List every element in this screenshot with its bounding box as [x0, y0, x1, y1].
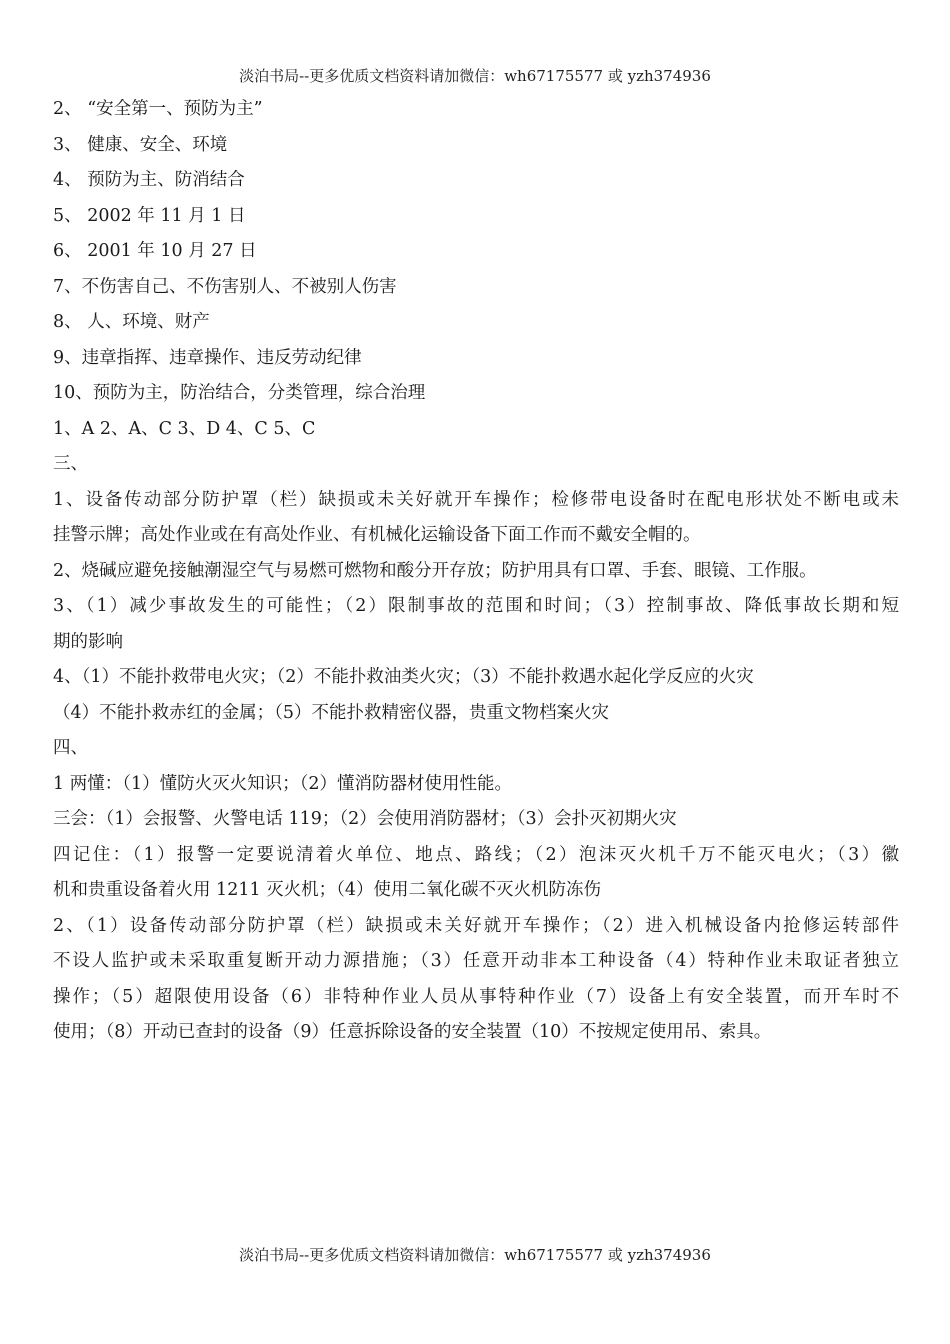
answer-line: 不设人监护或未采取重复断开动力源措施；（3）任意开动非本工种设备（4）特种作业未取证者独立: [53, 951, 899, 971]
page-footer-watermark: 淡泊书局--更多优质文档资料请加微信：wh67175577 或 yzh374936: [239, 1246, 711, 1264]
answer-line: 9、违章指挥、违章操作、违反劳动纪律: [53, 347, 362, 368]
section-heading: 三、: [53, 454, 88, 474]
page-header-watermark: 淡泊书局--更多优质文档资料请加微信：wh67175577 或 yzh374936: [239, 67, 711, 85]
answer-line: 4、 预防为主、防消结合: [53, 170, 245, 190]
answer-line: 5、 2002 年 11 月 1 日: [53, 205, 246, 226]
answer-line: 6、 2001 年 10 月 27 日: [53, 241, 257, 261]
answer-line: 2、（1）设备传动部分防护罩（栏）缺损或未关好就开车操作；（2）进入机械设备内抢修运转部件: [53, 915, 899, 936]
answer-line: 操作；（5）超限使用设备（6）非特种作业人员从事特种作业（7）设备上有安全装置，而开车时不: [53, 986, 899, 1007]
answer-line: 三会：（1）会报警、火警电话 119；（2）会使用消防器材；（3）会扑灭初期火灾: [53, 809, 677, 829]
answer-line: （4）不能扑救赤红的金属；（5）不能扑救精密仪器，贵重文物档案火灾: [53, 702, 610, 723]
answer-line: 3、 健康、安全、环境: [53, 134, 228, 155]
answer-line: 10、预防为主，防治结合，分类管理，综合治理: [53, 383, 426, 403]
answer-line: 期的影响: [53, 631, 123, 652]
document-body: [53, 92, 899, 1051]
answer-line: 8、 人、环境、财产: [53, 312, 210, 332]
answer-line: 7、不伤害自己、不伤害别人、不被别人伤害: [53, 276, 397, 297]
answer-line: 1 两懂：（1）懂防火灭火知识；（2）懂消防器材使用性能。: [53, 773, 512, 794]
answer-line: 挂警示牌；高处作业或在有高处作业、有机械化运输设备下面工作而不戴安全帽的。: [53, 525, 701, 545]
answer-line: 四记住：（1）报警一定要说清着火单位、地点、路线；（2）泡沫灭火机千万不能灭电火；（3）徽: [53, 844, 899, 865]
answer-line: 机和贵重设备着火用 1211 灭火机；（4）使用二氧化碳不灭火机防冻伤: [53, 880, 602, 900]
answer-line: 2、烧碱应避免接触潮湿空气与易燃可燃物和酸分开存放；防护用具有口罩、手套、眼镜、工作服。: [53, 560, 817, 581]
answer-line: 2、 “安全第一、预防为主”: [53, 99, 263, 119]
answer-line: 4、（1）不能扑救带电火灾；（2）不能扑救油类火灾；（3）不能扑救遇水起化学反应的火灾: [53, 667, 754, 687]
section-heading: 四、: [53, 738, 88, 758]
answer-line: 1、设备传动部分防护罩（栏）缺损或未关好就开车操作；检修带电设备时在配电形状处不断电或未: [53, 489, 899, 510]
answer-line: 1、A 2、A、C 3、D 4、C 5、C: [53, 418, 316, 439]
answer-line: 3、（1）减少事故发生的可能性；（2）限制事故的范围和时间；（3）控制事故、降低事故长期和短: [53, 596, 899, 616]
answer-line: 使用；（8）开动已查封的设备（9）任意拆除设备的安全装置（10）不按规定使用吊、索具。: [53, 1022, 772, 1042]
